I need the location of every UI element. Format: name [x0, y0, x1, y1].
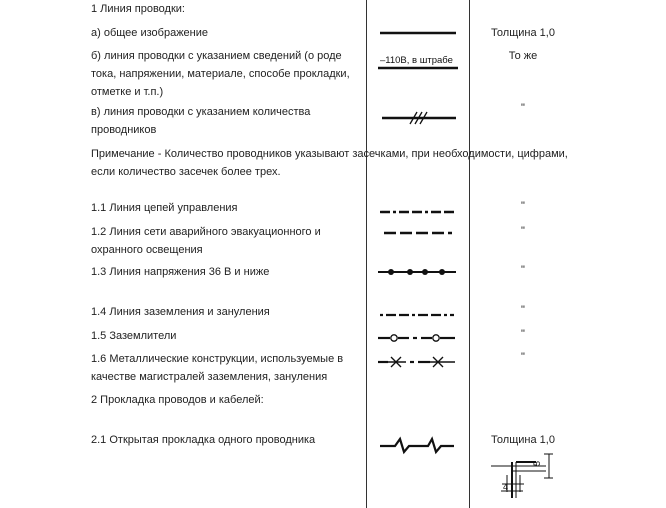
thickness-1-4: ": [521, 304, 525, 316]
item-b-text: б) линия проводки с указанием сведений (о роде тока, напряжении, материале, способе прокладки, отметке и т.п.): [91, 50, 350, 98]
item-a-text: а) общее изображение: [91, 27, 209, 39]
thickness-1-3: ": [521, 264, 525, 276]
item-1-5-text: 1.5 Заземлители: [91, 330, 177, 342]
item-v-text: в) линия проводки с указанием количества проводников: [91, 106, 311, 136]
symbol-conductor-count-line: [382, 112, 456, 124]
symbol-open-laying-line: [380, 439, 454, 452]
item-1-3-text: 1.3 Линия напряжения 36 В и ниже: [91, 266, 270, 278]
dimension-diagram: [491, 454, 553, 498]
section-2-title: 2 Прокладка проводов и кабелей:: [91, 394, 264, 406]
item-2-1-text: 2.1 Открытая прокладка одного проводника: [91, 434, 316, 446]
note-text: Примечание - Количество проводников указывают засечками, при необходимости, цифрами, если количество засечек более трех.: [91, 148, 568, 178]
symbol-b-label: –110В, в штрабе: [380, 55, 453, 66]
thickness-1-5: ": [521, 328, 525, 340]
symbol-low-voltage-line: [378, 269, 456, 275]
item-1-4-text: 1.4 Линия заземления и зануления: [91, 306, 270, 318]
thickness-a: Толщина 1,0: [491, 27, 555, 39]
section-1-title: 1 Линия проводки:: [91, 3, 185, 15]
item-1-1-text: 1.1 Линия цепей управления: [91, 202, 238, 214]
symbol-earth-electrode-line: [378, 335, 455, 341]
thickness-1-2: ": [521, 225, 525, 237]
thickness-b: То же: [508, 50, 538, 62]
item-1-6-text: 1.6 Металлические конструкции, используемые в качестве магистралей заземления, зануления: [91, 353, 344, 383]
item-1-2-text: 1.2 Линия сети аварийного эвакуационного и охранного освещения: [91, 226, 321, 256]
thickness-1-6: ": [521, 351, 525, 363]
dimension-label-5: 5: [532, 460, 542, 466]
thickness-v: ": [521, 102, 525, 114]
dimension-label-4: 4: [503, 482, 509, 492]
thickness-1-1: ": [521, 200, 525, 212]
thickness-2-1: Толщина 1,0: [491, 434, 555, 446]
symbol-metal-structure-line: [378, 357, 455, 367]
